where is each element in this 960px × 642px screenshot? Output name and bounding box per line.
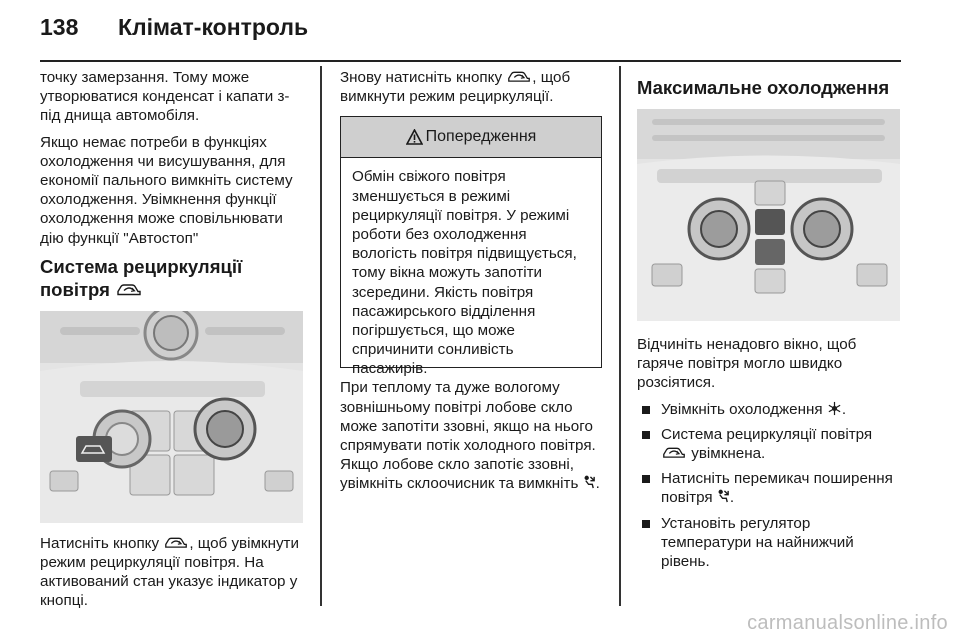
watermark: carmanualsonline.info <box>747 612 948 634</box>
cooling-step-3 <box>637 469 902 507</box>
middle-paragraph-1-part2: , щоб вимкнути режим рециркуляції. <box>340 69 571 106</box>
recirculation-heading-line1: Система рециркуляції <box>40 255 243 277</box>
middle-paragraph-1-part1: Знову натисніть кнопку <box>340 69 503 86</box>
climate-panel-photo-recirculation <box>40 311 303 523</box>
cooling-step-3-text: Натисніть перемикач поширення повітря <box>661 470 893 507</box>
cooling-steps-list <box>637 400 902 572</box>
column-divider-2 <box>619 66 621 606</box>
cooling-step-1-text: Увімкніть охолодження <box>661 400 823 418</box>
left-column <box>40 68 305 618</box>
header-rule <box>40 60 901 62</box>
climate-panel-photo-cooling <box>637 109 900 321</box>
cooling-step-4-text: Установіть регулятор температури на найнижчий рівень. <box>661 514 854 571</box>
air-distribution-icon <box>717 489 730 504</box>
column-divider-1 <box>320 66 322 606</box>
cooling-step-1 <box>637 400 902 419</box>
recirculation-icon-inline <box>163 535 189 550</box>
page-title: Клімат-контроль <box>118 14 309 40</box>
recirculation-caption-part2: , щоб увімкнути режим рециркуляції повітря. На активований стан указує індикатор у кнопці. <box>40 534 299 610</box>
recirculation-heading <box>40 255 305 301</box>
recirculation-icon-inline <box>661 445 687 460</box>
middle-paragraph-1 <box>340 68 602 106</box>
middle-paragraph-2-part2: . <box>595 475 600 493</box>
warning-box <box>340 116 602 378</box>
right-column <box>637 68 902 577</box>
middle-column <box>340 68 602 501</box>
cooling-step-2-end: увімкнена. <box>691 445 766 463</box>
page-number: 138 <box>40 14 79 40</box>
middle-paragraph-2 <box>340 378 602 493</box>
cooling-step-3-end: . <box>729 489 735 507</box>
max-cooling-heading: Максимальне охолодження <box>637 77 890 98</box>
air-distribution-icon <box>583 475 596 490</box>
cooling-step-4 <box>637 514 902 572</box>
middle-paragraph-2-part1: При теплому та дуже вологому зовнішньому повітрі лобове скло може запотіти ззовні, якщо на нього спрямувати потік холодного повітря. Якщо лобове скло запотіє ззовні, увімкніть склоочисник та вимкніть <box>340 379 596 493</box>
cooling-step-2 <box>637 425 902 463</box>
warning-text: Обмін свіжого повітря зменшується в режимі рециркуляції повітря. У режимі роботи без охолодження вологість повітря підвищується, тому вікна можуть запотіти зсередини. Якість повітря пасажирського відділення погіршується, що може спричинити сонливість пасажирів. <box>352 168 577 378</box>
right-paragraph-1: Відчиніть ненадовго вікно, щоб гаряче повітря могло швидко розсіятися. <box>637 336 857 392</box>
warning-triangle-icon <box>406 129 423 145</box>
recirculation-icon <box>115 281 143 298</box>
recirculation-heading-line2: повітря <box>40 278 110 300</box>
recirculation-caption-part1: Натисніть кнопку <box>40 534 160 552</box>
warning-title-bar <box>341 117 601 158</box>
warning-title: Попередження <box>425 128 537 146</box>
cooling-step-1-end: . <box>841 400 847 418</box>
cooling-step-2-text: Система рециркуляції повітря <box>661 425 873 443</box>
left-paragraph-1: точку замерзання. Тому може утворюватися конденсат і капати з-під днища автомобіля. <box>40 69 290 125</box>
snowflake-icon <box>827 401 842 416</box>
recirculation-icon-inline <box>506 69 532 84</box>
recirculation-caption <box>40 534 305 611</box>
left-paragraph-2: Якщо немає потреби в функціях охолодження чи висушування, для економії пального вимкніть систему охолодження. Увімкнення функції охолодження може сповільнювати дію функції "Автостоп" <box>40 133 293 247</box>
